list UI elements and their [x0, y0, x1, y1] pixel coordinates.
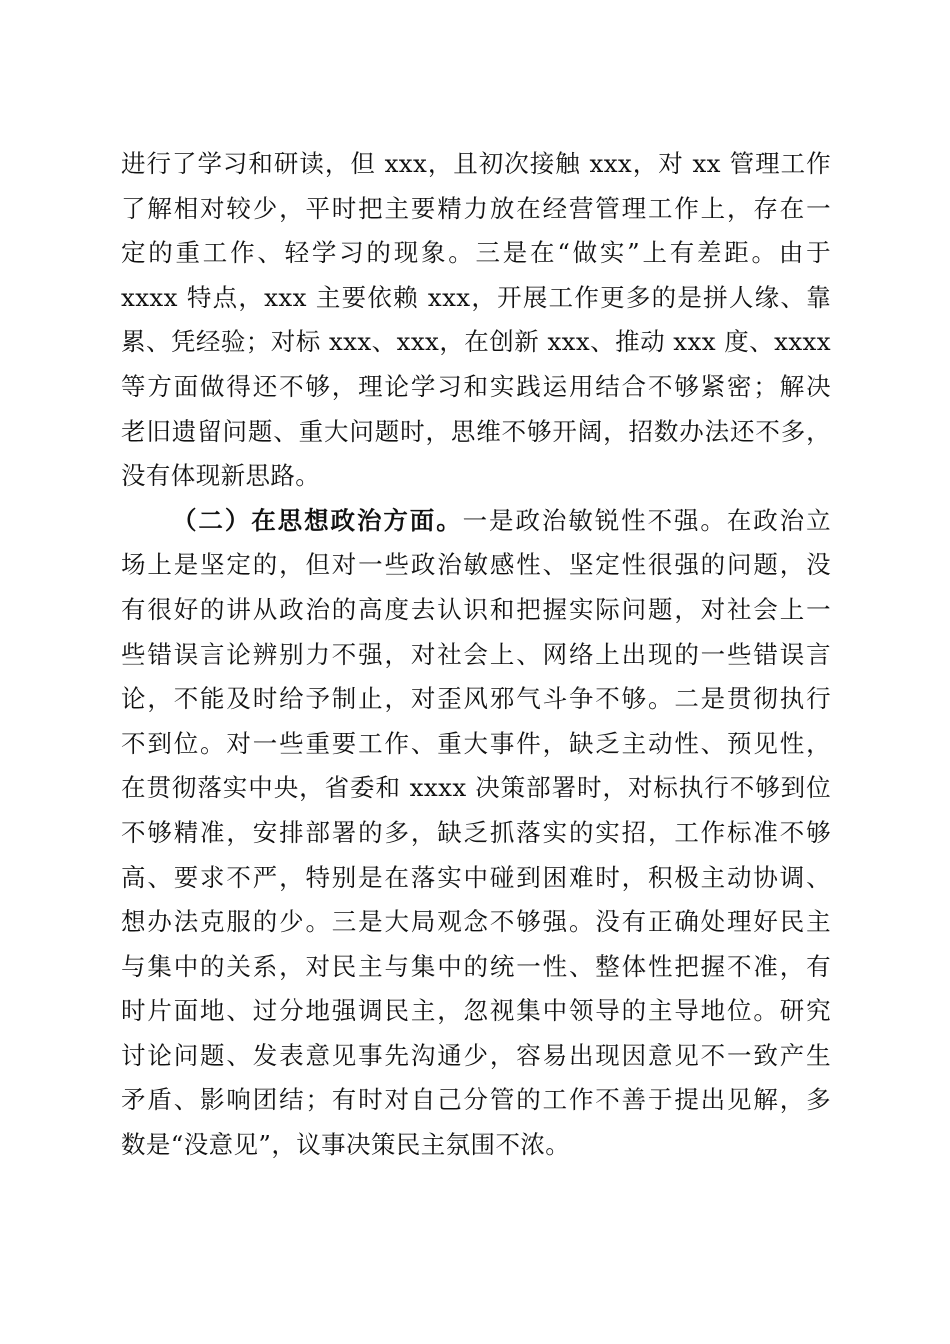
paragraph-2-line: 时片面地、过分地强调民主，忽视集中领导的主导地位。研究: [121, 996, 831, 1026]
paragraph-2: [121, 499, 831, 1168]
paragraph-2-line: 场上是坚定的，但对一些政治敏感性、坚定性很强的问题，没: [121, 550, 831, 580]
paragraph-1-line: 等方面做得还不够，理论学习和实践运用结合不够紧密；解决: [121, 371, 831, 401]
paragraph-1-line: 累、凭经验；对标 xxx、xxx，在创新 xxx、推动 xxx 度、xxxx: [121, 327, 831, 357]
paragraph-2-line: 不到位。对一些重要工作、重大事件，缺乏主动性、预见性，: [121, 728, 831, 758]
paragraph-1-line: 了解相对较少，平时把主要精力放在经营管理工作上，存在一: [121, 193, 831, 223]
paragraph-1-line: 没有体现新思路。: [121, 461, 321, 491]
paragraph-2-line: 与集中的关系，对民主与集中的统一性、整体性把握不准，有: [121, 951, 831, 981]
paragraph-1-line: 进行了学习和研读，但 xxx，且初次接触 xxx，对 xx 管理工作: [121, 149, 831, 178]
paragraph-2-line: 些错误言论辨别力不强，对社会上、网络上出现的一些错误言: [121, 639, 831, 669]
paragraph-1: [121, 142, 831, 499]
paragraph-2-line: 论，不能及时给予制止，对歪风邪气斗争不够。二是贯彻执行: [121, 684, 831, 714]
paragraph-2-line: 不够精准，安排部署的多，缺乏抓落实的实招，工作标准不够: [121, 817, 831, 847]
paragraph-1-line: 老旧遗留问题、重大问题时，思维不够开阔，招数办法还不多，: [121, 416, 831, 446]
paragraph-2-line: 高、要求不严，特别是在落实中碰到困难时，积极主动协调、: [121, 862, 831, 892]
document-body: [121, 142, 831, 1168]
paragraph-2-first-line: [121, 499, 831, 544]
paragraph-1-line: 定的重工作、轻学习的现象。三是在“做实”上有差距。由于: [121, 238, 831, 268]
paragraph-2-line: 数是“没意见”，议事决策民主氛围不浓。: [121, 1130, 571, 1160]
paragraph-2-first-line-text: 一是政治敏锐性不强。在政治立: [462, 505, 831, 535]
paragraph-2-line: 矛盾、影响团结；有时对自己分管的工作不善于提出见解，多: [121, 1085, 831, 1115]
section-heading: （二）在思想政治方面。: [172, 505, 463, 535]
paragraph-2-line: 在贯彻落实中央，省委和 xxxx 决策部署时，对标执行不够到位: [121, 773, 831, 803]
paragraph-2-line: 有很好的讲从政治的高度去认识和把握实际问题，对社会上一: [121, 594, 831, 624]
paragraph-2-line: 讨论问题、发表意见事先沟通少，容易出现因意见不一致产生: [121, 1040, 831, 1070]
paragraph-1-line: xxxx 特点，xxx 主要依赖 xxx，开展工作更多的是拼人缘、靠: [121, 282, 831, 312]
paragraph-2-line: 想办法克服的少。三是大局观念不够强。没有正确处理好民主: [121, 907, 831, 937]
